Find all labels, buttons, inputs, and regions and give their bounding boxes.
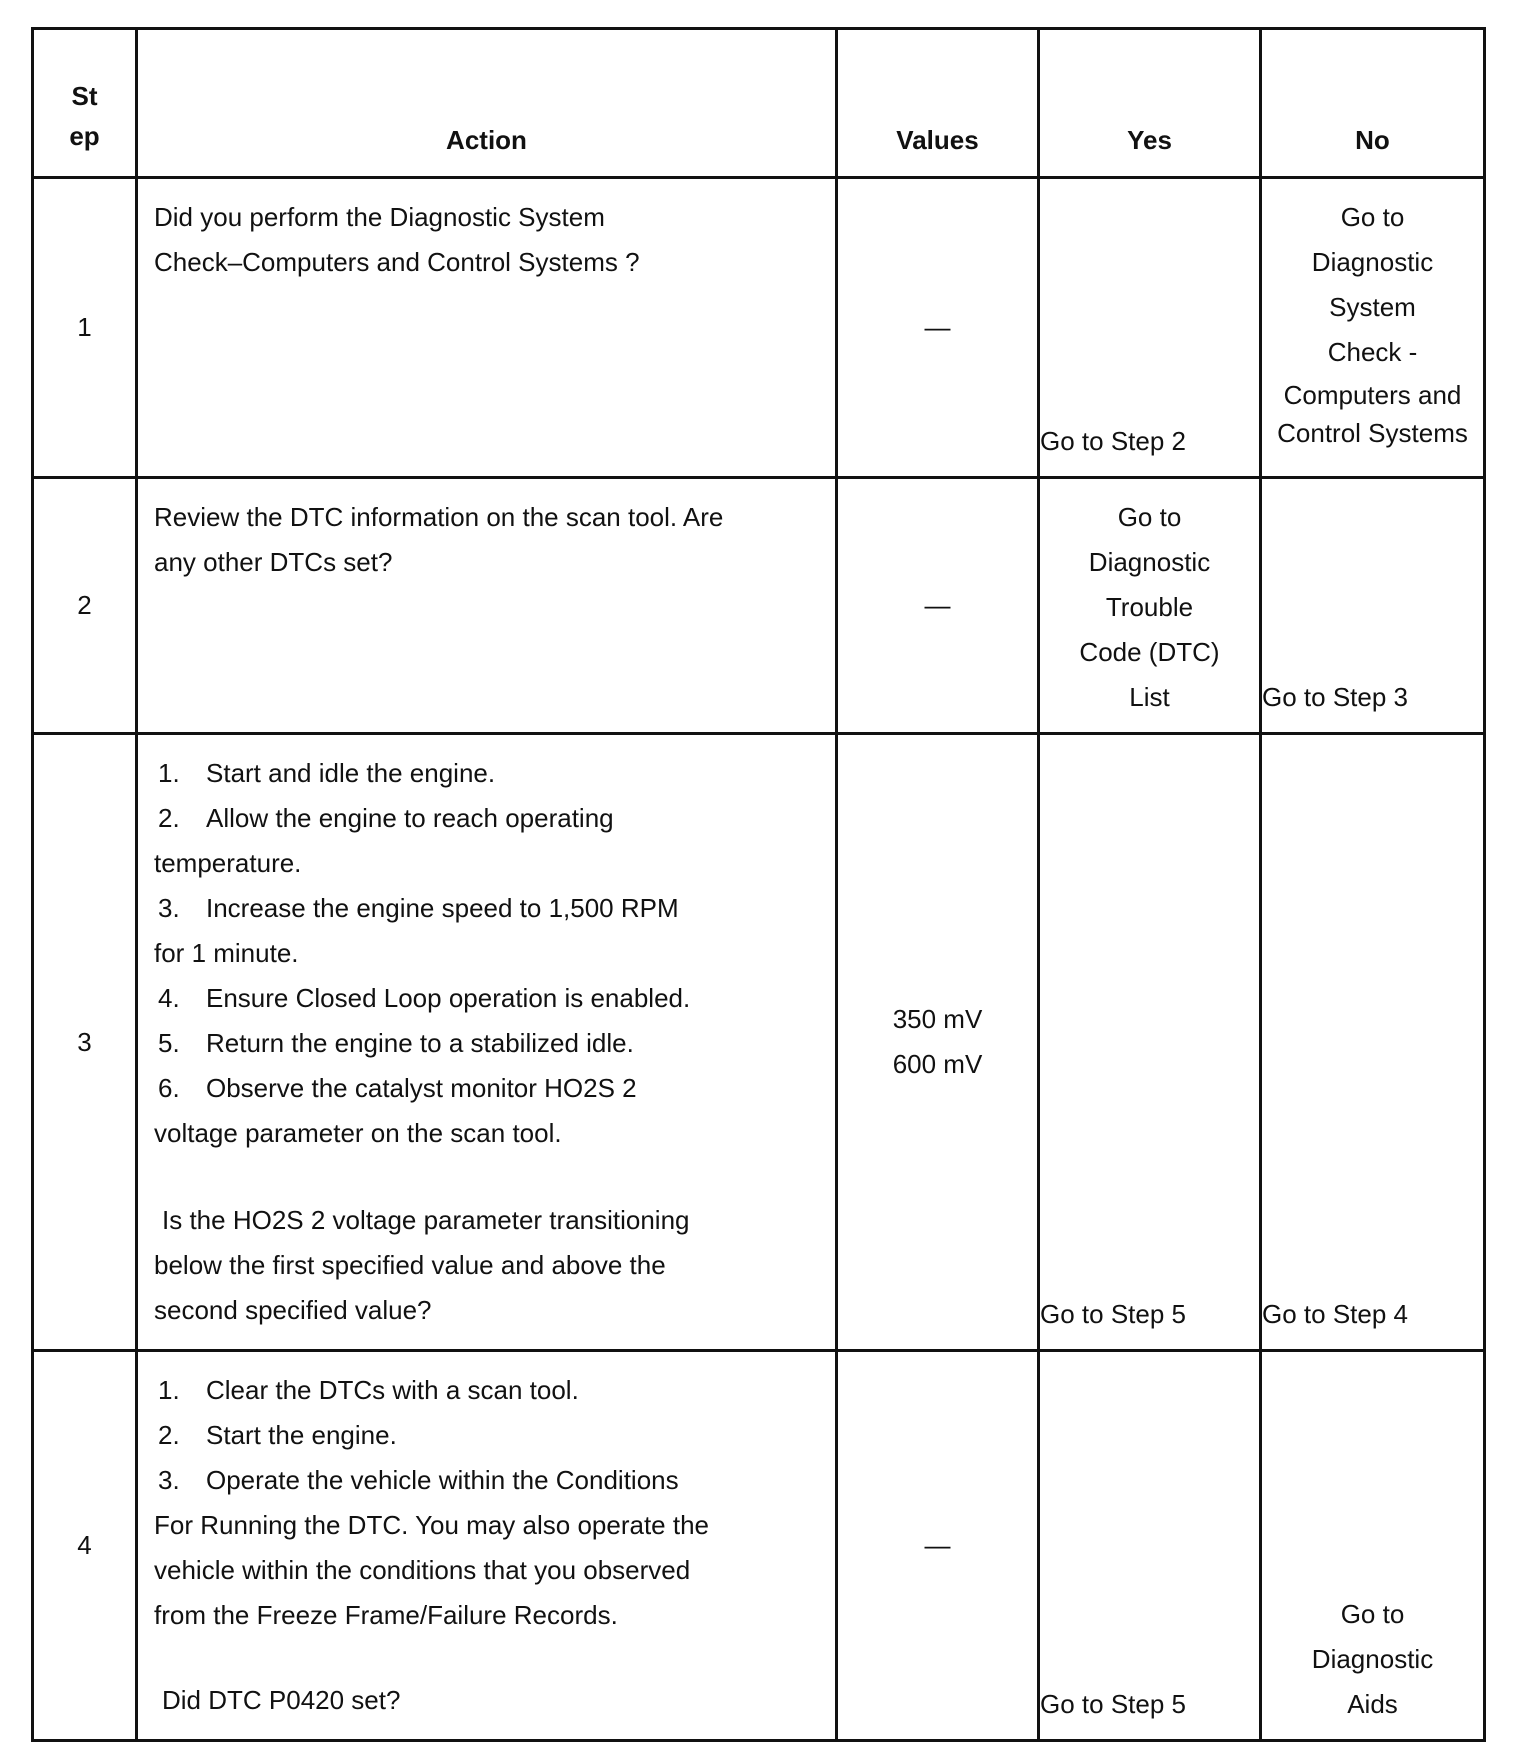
question: Did DTC P0420 set? bbox=[162, 1685, 401, 1715]
no-cell: Go to Diagnostic System Check - Computers and Control Systems bbox=[1261, 178, 1485, 478]
table-row bbox=[33, 178, 1485, 478]
list-item: 2. Start the engine. bbox=[158, 1420, 397, 1450]
list-item: 4. Ensure Closed Loop operation is enabled. bbox=[158, 983, 691, 1013]
no-cell: Go to Step 4 bbox=[1261, 734, 1485, 1351]
header-step: St ep bbox=[33, 29, 137, 178]
header-no: No bbox=[1261, 29, 1485, 178]
list-item: 6. Observe the catalyst monitor HO2S 2 bbox=[158, 1073, 637, 1103]
action-cell: 1. Start and idle the engine. 2. Allow the engine to reach operating temperature. 3. Increase the engine speed to 1,500 RPM for 1 minute. 4. Ensure Closed Loop operation is enabled. 5. Return the engine to a stabilized idle. 6. Observe the catalyst monitor HO2S 2 voltage parameter on the scan tool. Is the HO2S 2 voltage parameter transitioning below the first specified value and above the second specified value? bbox=[137, 734, 837, 1351]
table-row bbox=[33, 1351, 1485, 1741]
yes-cell: Go to Diagnostic Trouble Code (DTC) List bbox=[1039, 478, 1261, 734]
table-row bbox=[33, 734, 1485, 1351]
step-number: 2 bbox=[33, 478, 137, 734]
yes-cell: Go to Step 5 bbox=[1039, 734, 1261, 1351]
table-row bbox=[33, 478, 1485, 734]
header-yes: Yes bbox=[1039, 29, 1261, 178]
action-cell: Did you perform the Diagnostic System Check–Computers and Control Systems ? bbox=[137, 178, 837, 478]
action-cell: 1. Clear the DTCs with a scan tool. 2. Start the engine. 3. Operate the vehicle within the Conditions For Running the DTC. You may also operate the vehicle within the conditions that you observed from the Freeze Frame/Failure Records. Did DTC P0420 set? bbox=[137, 1351, 837, 1741]
no-cell: Go to Diagnostic Aids bbox=[1261, 1351, 1485, 1741]
diagnostic-table bbox=[31, 27, 1486, 1742]
step-number: 1 bbox=[33, 178, 137, 478]
list-item: 3. Increase the engine speed to 1,500 RPM bbox=[158, 893, 679, 923]
values-cell: — bbox=[837, 478, 1039, 734]
header-action: Action bbox=[137, 29, 837, 178]
list-item: 2. Allow the engine to reach operating bbox=[158, 803, 614, 833]
yes-cell: Go to Step 5 bbox=[1039, 1351, 1261, 1741]
list-item: 1. Start and idle the engine. bbox=[158, 758, 496, 788]
step-number: 3 bbox=[33, 734, 137, 1351]
question: Is the HO2S 2 voltage parameter transitioning bbox=[162, 1205, 690, 1235]
values-cell: 350 mV 600 mV bbox=[837, 734, 1039, 1351]
yes-cell: Go to Step 2 bbox=[1039, 178, 1261, 478]
header-row bbox=[33, 29, 1485, 178]
no-cell: Go to Step 3 bbox=[1261, 478, 1485, 734]
list-item: 3. Operate the vehicle within the Conditions bbox=[158, 1465, 679, 1495]
values-cell: — bbox=[837, 178, 1039, 478]
header-values: Values bbox=[837, 29, 1039, 178]
action-cell: Review the DTC information on the scan tool. Are any other DTCs set? bbox=[137, 478, 837, 734]
list-item: 5. Return the engine to a stabilized idle. bbox=[158, 1028, 634, 1058]
step-number: 4 bbox=[33, 1351, 137, 1741]
list-item: 1. Clear the DTCs with a scan tool. bbox=[158, 1375, 579, 1405]
values-cell: — bbox=[837, 1351, 1039, 1741]
